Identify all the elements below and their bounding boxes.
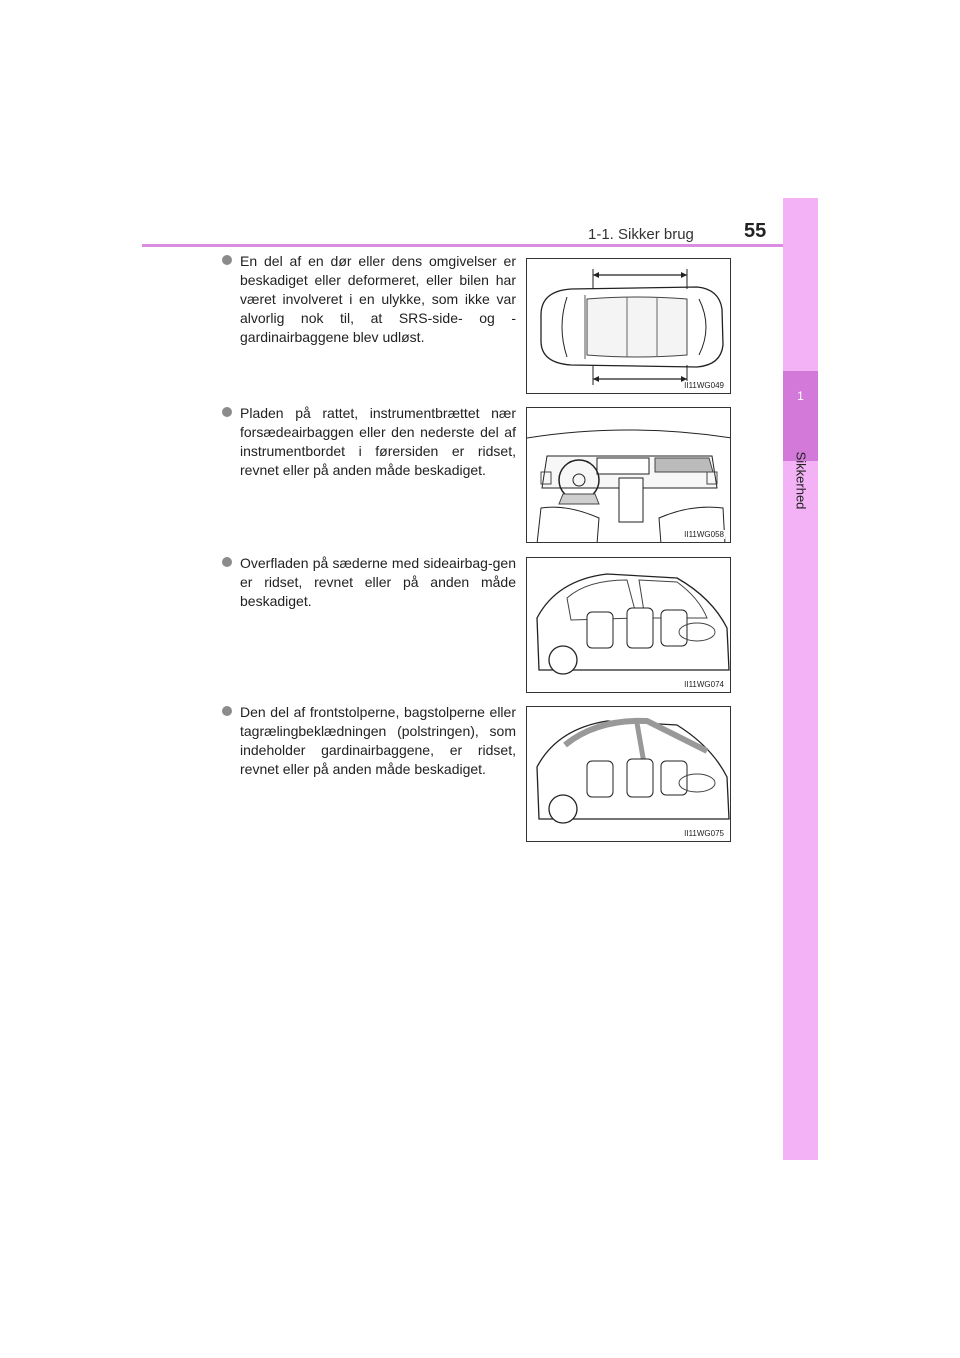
figure-code: II11WG074 (684, 680, 724, 689)
header-section-title: 1-1. Sikker brug (588, 226, 694, 243)
chapter-number: 1 (797, 389, 804, 403)
chapter-title: Sikkerhed (793, 451, 808, 509)
figure-car-top-view (526, 258, 731, 394)
list-item (222, 703, 516, 779)
figure-curtain-airbag-pillars (526, 706, 731, 842)
bullet-icon (222, 407, 232, 417)
bullet-icon (222, 255, 232, 265)
bullet-icon (222, 706, 232, 716)
figure-dashboard (526, 407, 731, 543)
list-item (222, 252, 516, 347)
item-text: En del af en dør eller dens omgivelser er beskadiget eller deformeret, eller bilen har været involveret i en ulykke, som ikke var alvorlig nok til, at SRS-side- og -gardinairbaggene blev udløst. (240, 253, 516, 345)
figure-code: II11WG049 (684, 381, 724, 390)
header-rule (142, 244, 818, 247)
item-text: Overfladen på sæderne med sideairbag-gen er ridset, revnet eller på anden måde beskadiget. (240, 555, 516, 609)
list-item (222, 554, 516, 611)
item-text: Den del af frontstolperne, bagstolperne eller tagrælingbeklædningen (polstringen), som indeholder gardinairbaggene, er ridset, revnet eller på anden måde beskadiget. (240, 704, 516, 777)
bullet-icon (222, 557, 232, 567)
chapter-sidebar (783, 198, 818, 1160)
page-number: 55 (744, 220, 767, 242)
figure-code: II11WG058 (684, 530, 724, 539)
list-item (222, 404, 516, 480)
figure-code: II11WG075 (684, 829, 724, 838)
figure-seats-side-airbag (526, 557, 731, 693)
item-text: Pladen på rattet, instrumentbrættet nær forsædeairbaggen eller den nederste del af instrumentbordet i førersiden er ridset, revnet eller på anden måde beskadiget. (240, 405, 516, 478)
